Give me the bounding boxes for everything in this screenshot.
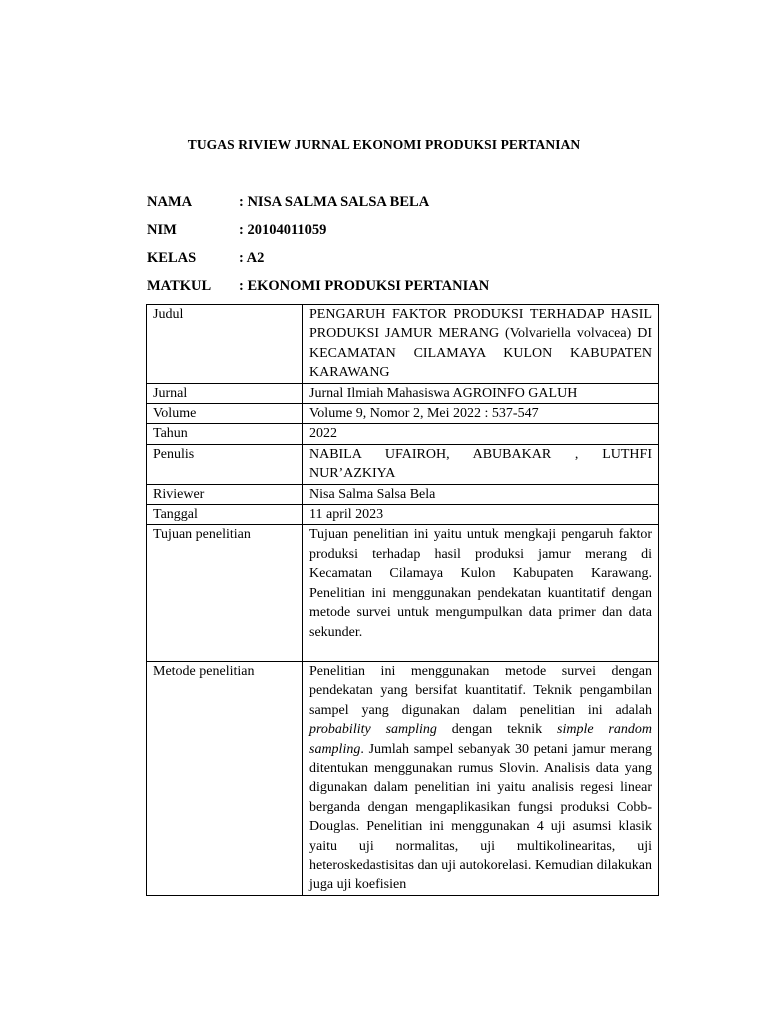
table-row-jurnal: [147, 383, 659, 403]
info-value-kelas: : A2: [239, 250, 265, 266]
row-value-metode: [303, 661, 659, 895]
info-row-nim: [147, 221, 326, 239]
metode-text-3: . Jumlah sampel sebanyak 30 petani jamur merang ditentukan menggunakan rumus Slovin. Analisis data yang digunakan dalam penelitian ini yaitu analisis regesi linear berganda dengan mengaplikasikan fungsi produksi Cobb-Douglas. Penelitian ini menggunakan 4 uji asumsi klasik yaitu uji normalitas, uji multikolinearitas, uji heteroskedastisitas dan uji autokorelasi. Kemudian dilakukan juga uji koefisien: [309, 741, 652, 893]
info-key-matkul: MATKUL: [147, 278, 212, 294]
table-row-judul: [147, 305, 659, 384]
row-value-volume: Volume 9, Nomor 2, Mei 2022 : 537-547: [303, 404, 659, 424]
info-key-kelas: KELAS: [147, 250, 197, 266]
info-row-matkul: [147, 277, 489, 295]
table-row-volume: [147, 404, 659, 424]
row-value-judul: PENGARUH FAKTOR PRODUKSI TERHADAP HASIL PRODUKSI JAMUR MERANG (Volvariella volvacea) DI KECAMATAN CILAMAYA KULON KABUPATEN KARAWANG: [303, 305, 659, 384]
row-value-riviewer: Nisa Salma Salsa Bela: [303, 484, 659, 504]
info-value-nim: : 20104011059: [239, 222, 327, 238]
table-row-tanggal: [147, 505, 659, 525]
row-value-tahun: 2022: [303, 424, 659, 444]
metode-italic-2: simple random sampling: [309, 722, 652, 757]
metode-italic-1: probability sampling: [309, 722, 437, 738]
row-label-tahun: Tahun: [147, 424, 303, 444]
row-value-tanggal: 11 april 2023: [303, 505, 659, 525]
table-row-metode: [147, 661, 659, 895]
review-table: [146, 304, 659, 896]
row-value-penulis: NABILA UFAIROH, ABUBAKAR , LUTHFI NUR’AZKIYA: [303, 444, 659, 484]
row-label-riviewer: Riviewer: [147, 484, 303, 504]
info-key-nama: NAMA: [147, 194, 193, 210]
info-row-kelas: [147, 249, 264, 267]
row-value-jurnal: Jurnal Ilmiah Mahasiswa AGROINFO GALUH: [303, 383, 659, 403]
table-row-penulis: [147, 444, 659, 484]
row-label-tanggal: Tanggal: [147, 505, 303, 525]
row-label-jurnal: Jurnal: [147, 383, 303, 403]
row-label-volume: Volume: [147, 404, 303, 424]
row-label-judul: Judul: [147, 305, 303, 384]
metode-text-1: Penelitian ini menggunakan metode survei dengan pendekatan yang bersifat kuantitatif. Teknik pengambilan sampel yang digunakan dalam penelitian ini adalah: [309, 663, 652, 718]
row-label-tujuan: Tujuan penelitian: [147, 525, 303, 661]
document-title: TUGAS RIVIEW JURNAL EKONOMI PRODUKSI PERTANIAN: [187, 137, 581, 152]
info-key-nim: NIM: [147, 222, 177, 238]
info-value-nama: : NISA SALMA SALSA BELA: [239, 194, 430, 210]
row-value-tujuan: Tujuan penelitian ini yaitu untuk mengkaji pengaruh faktor produksi terhadap hasil produksi jamur merang di Kecamatan Cilamaya Kulon Kabupaten Karawang. Penelitian ini menggunakan pendekatan kuantitatif dengan metode survei untuk mengumpulkan data primer dan data sekunder.: [303, 525, 659, 661]
metode-text-2: dengan teknik: [436, 722, 557, 738]
table-row-riviewer: [147, 484, 659, 504]
info-value-matkul: : EKONOMI PRODUKSI PERTANIAN: [239, 278, 490, 294]
row-label-penulis: Penulis: [147, 444, 303, 484]
table-row-tahun: [147, 424, 659, 444]
table-row-tujuan: [147, 525, 659, 661]
info-row-nama: [147, 193, 429, 211]
row-label-metode: Metode penelitian: [147, 661, 303, 895]
